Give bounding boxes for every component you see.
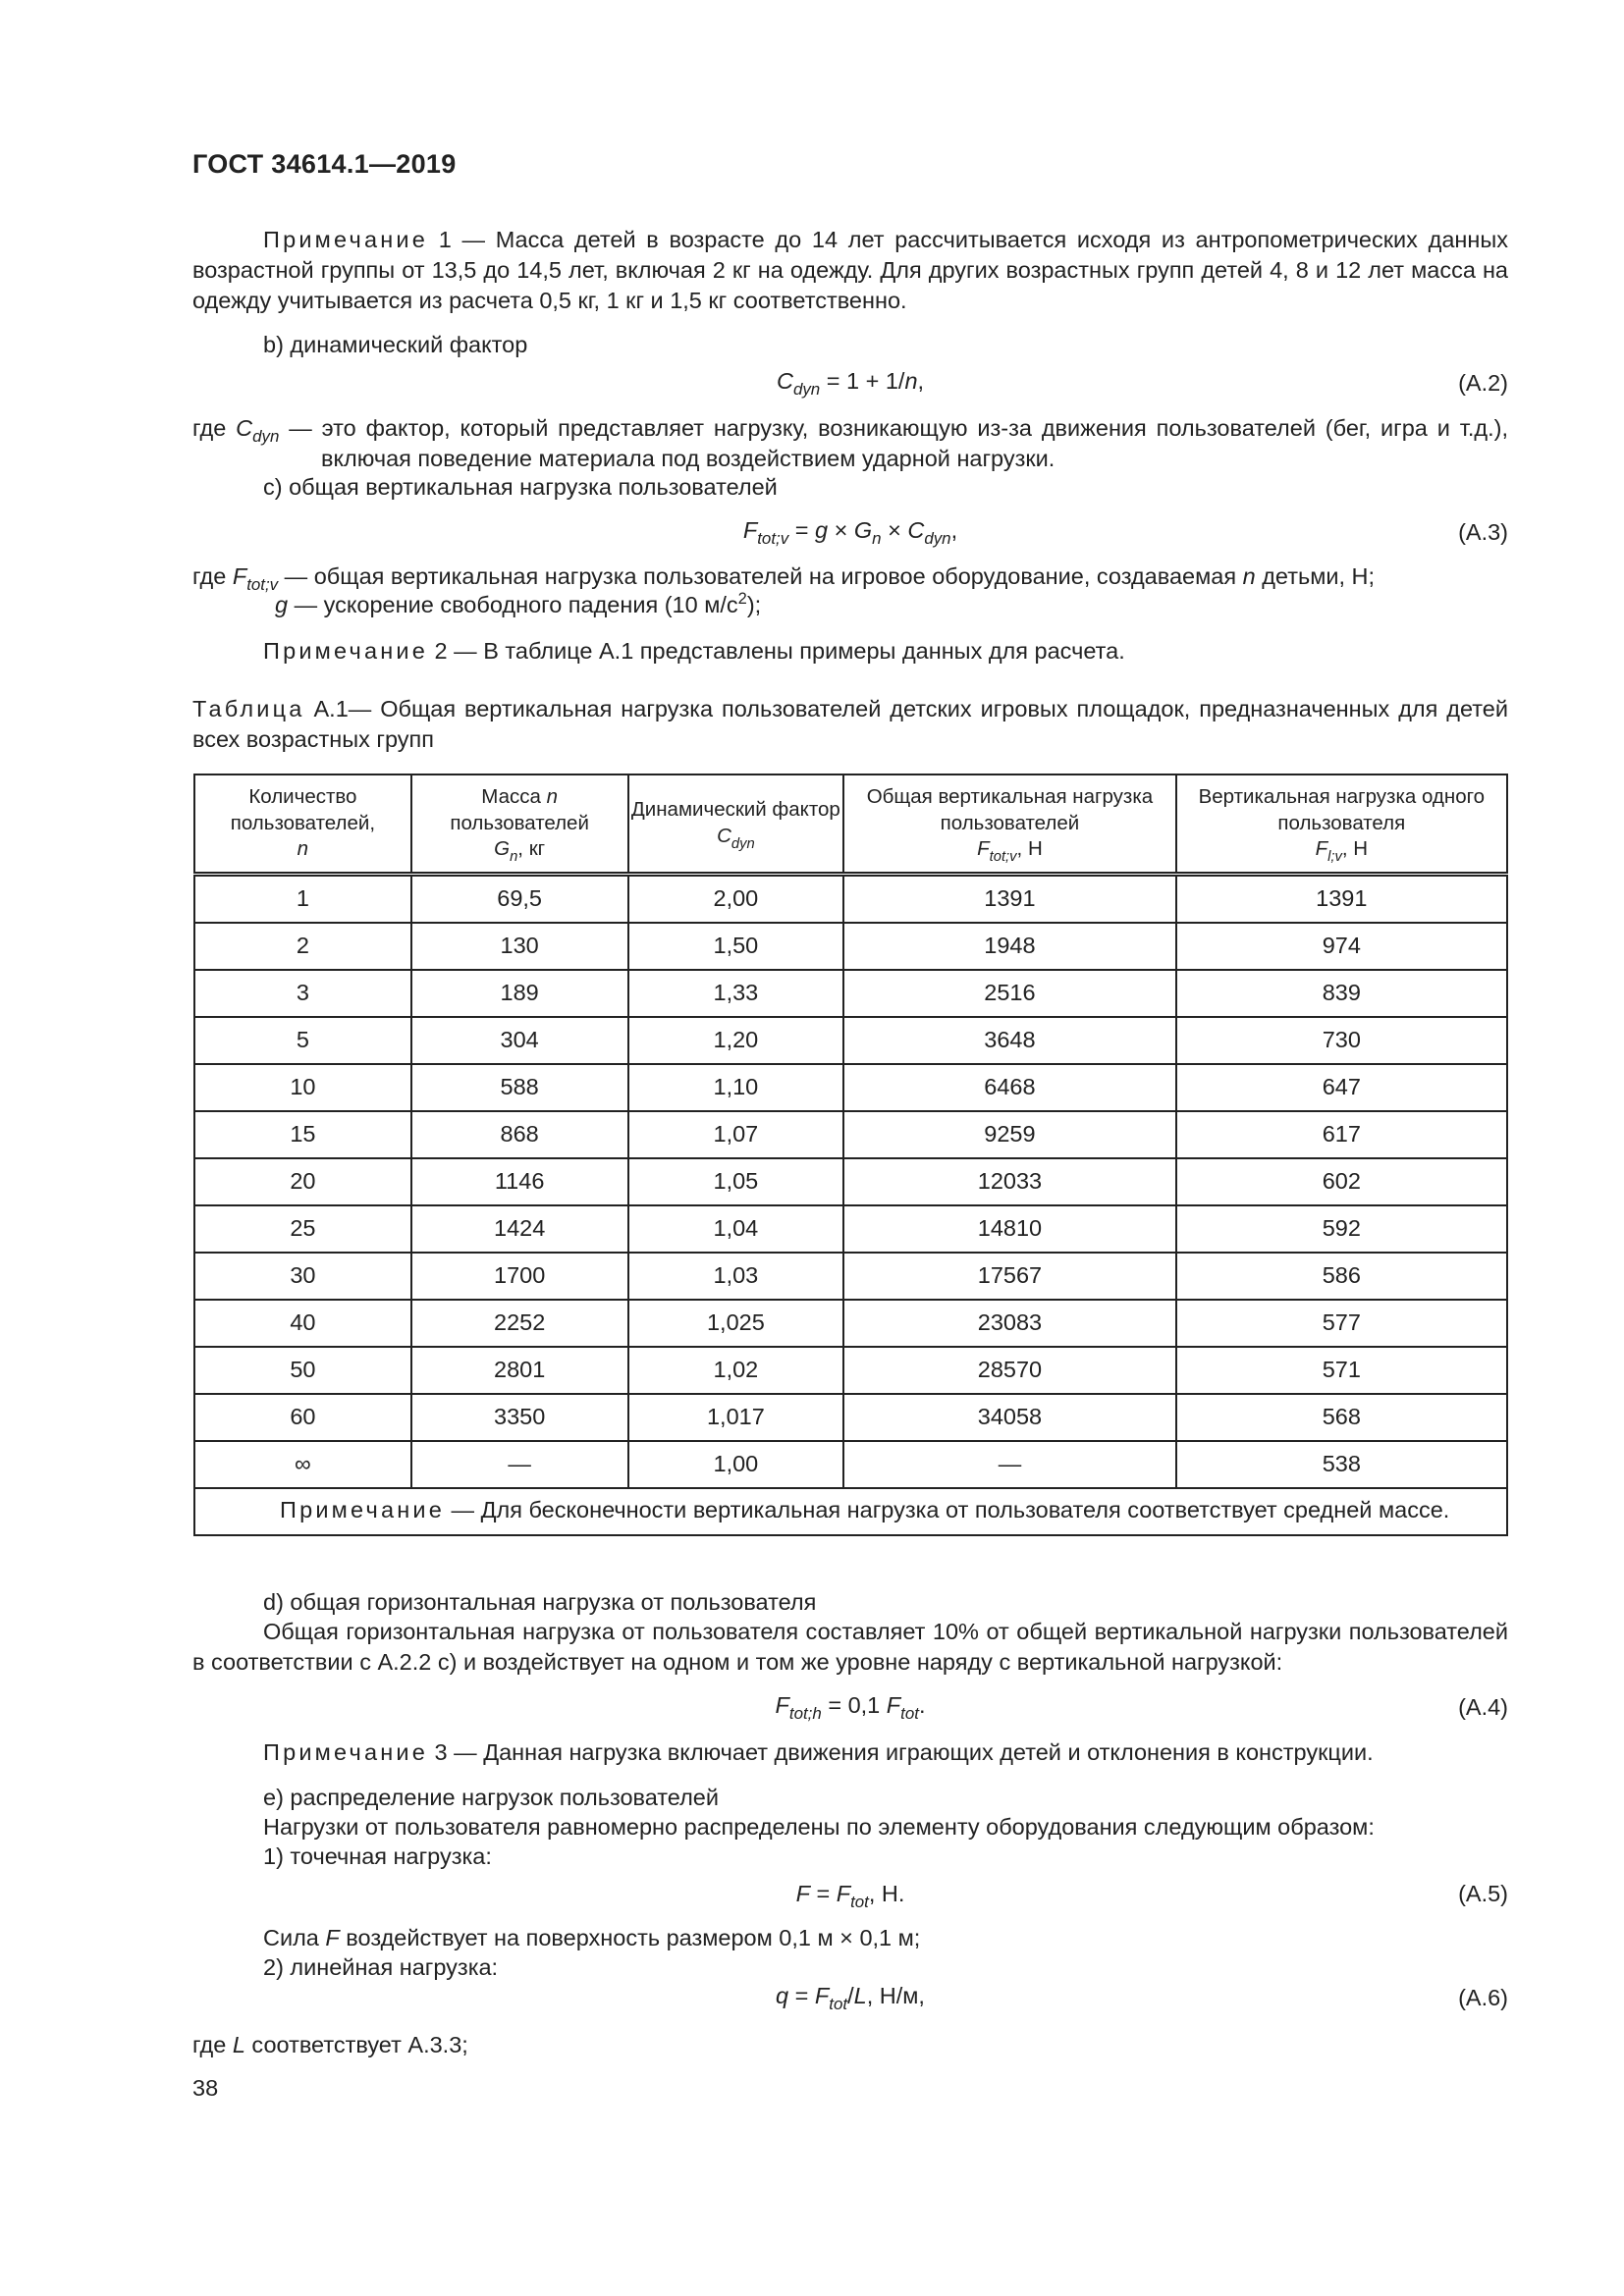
table-row: ∞ — 1,00 — 538 xyxy=(194,1441,1507,1488)
where-g-sup: 2 xyxy=(737,590,747,608)
where-g-text: — ускорение свободного падения (10 м/с xyxy=(288,592,738,617)
where-l: где L соответствует А.3.3; xyxy=(192,2032,468,2057)
where-g-symbol: g xyxy=(275,592,289,617)
table-row: 1 69,5 2,00 1391 1391 xyxy=(194,875,1507,924)
formula-a6: $q = F_{tot}/L$, Н/м, xyxy=(776,1983,925,2013)
note-1 xyxy=(192,225,1508,316)
section-e-heading: е) распределение нагрузок пользователей xyxy=(263,1785,719,1810)
force-surface-text: Сила F воздействует на поверхность размером 0,1 м × 0,1 м; xyxy=(263,1925,921,1950)
formula-a3: $F_{tot;v} = g \times G_n \times C_{dyn}$, xyxy=(742,517,958,548)
where-g-tail: ); xyxy=(746,592,762,617)
note-3-text: 3 — Данная нагрузка включает движения играющих детей и отклонения в конструкции. xyxy=(428,1739,1374,1765)
col-header-mass: Масса n пользователей $G_n$, кг xyxy=(411,774,628,875)
point-load-item: 1) точечная нагрузка: xyxy=(263,1843,492,1869)
formula-a2-number: (А.2) xyxy=(1458,370,1508,396)
table-caption-text: А.1— Общая вертикальная нагрузка пользователей детских игровых площадок, предназначенных для детей всех возрастных групп xyxy=(192,696,1508,753)
table-row: 40 2252 1,025 23083 577 xyxy=(194,1300,1507,1347)
page-number: 38 xyxy=(192,2075,219,2101)
section-c-heading: с) общая вертикальная нагрузка пользователей xyxy=(263,474,778,500)
formula-a3-number: (А.3) xyxy=(1458,519,1508,545)
table-row: 50 2801 1,02 28570 571 xyxy=(194,1347,1507,1394)
where-g xyxy=(275,590,761,620)
table-note xyxy=(194,1488,1507,1535)
formula-a5: $F = F_{tot}$, Н. xyxy=(795,1881,905,1911)
col-header-dynamic: Динамический фактор $C_{dyn}$ xyxy=(628,774,844,875)
where-ftot-tail: детьми, Н; xyxy=(1255,563,1376,589)
table-row: 2 130 1,50 1948 974 xyxy=(194,923,1507,970)
col-header-total-vertical: Общая вертикальная нагрузка пользователей $F_{tot;v}$, Н xyxy=(843,774,1175,875)
table-caption-label: Таблица xyxy=(192,696,305,721)
col-header-users: Количество пользователей, n xyxy=(194,774,411,875)
table-row: 30 1700 1,03 17567 586 xyxy=(194,1253,1507,1300)
formula-a4-number: (А.4) xyxy=(1458,1694,1508,1720)
where-ftot-n: n xyxy=(1242,563,1256,589)
table-row: 60 3350 1,017 34058 568 xyxy=(194,1394,1507,1441)
where-cdyn: где $C_{dyn}$ — это фактор, который представляет нагрузку, возникающую из-за движения пользователей (бег, игра и т.д.), включая поведение материала под воздействием ударной нагрузки. xyxy=(192,415,1508,472)
formula-a2: $C_{dyn} = 1 + 1/n$, xyxy=(776,368,925,399)
table-row: 3 189 1,33 2516 839 xyxy=(194,970,1507,1017)
note-2 xyxy=(192,636,1508,667)
formula-a6-number: (А.6) xyxy=(1458,1985,1508,2010)
where-prefix: где xyxy=(192,415,237,441)
table-note-row xyxy=(194,1488,1507,1535)
table-note-text: — Для бесконечности вертикальная нагрузка от пользователя соответствует средней массе. xyxy=(445,1497,1450,1522)
formula-a4: $F_{tot;h} = 0,1$ $F_{tot}$. xyxy=(775,1692,926,1723)
table-caption xyxy=(192,694,1508,755)
table-row: 15 868 1,07 9259 617 xyxy=(194,1111,1507,1158)
note-1-text: 1 — Масса детей в возрасте до 14 лет рассчитывается исходя из антропометрических данных возрастной группы от 13,5 до 14,5 лет, включая 2 кг на одежду. Для других возрастных групп детей 4, 8 и 12 лет масса на одежду учитывается из расчета 0,5 кг, 1 кг и 1,5 кг соответственно. xyxy=(192,227,1508,314)
table-row: 5 304 1,20 3648 730 xyxy=(194,1017,1507,1064)
note-2-label: Примечание xyxy=(263,638,429,664)
section-d-text: Общая горизонтальная нагрузка от пользователя составляет 10% от общей вертикальной нагрузки пользователей в соответствии с А.2.2 с) и воздействует на одном и том же уровне наряду с вертикальной нагрузкой: xyxy=(192,1619,1508,1676)
line-load-item: 2) линейная нагрузка: xyxy=(263,1954,499,1980)
note-3 xyxy=(192,1737,1508,1768)
table-row: 25 1424 1,04 14810 592 xyxy=(194,1205,1507,1253)
where-prefix: где xyxy=(192,563,233,589)
table-note-label: Примечание xyxy=(280,1497,446,1522)
section-e-text: Нагрузки от пользователя равномерно распределены по элементу оборудования следующим образом: xyxy=(263,1814,1375,1840)
note-3-label: Примечание xyxy=(263,1739,429,1765)
where-ftot: где $F_{tot;v}$ — общая вертикальная нагрузка пользователей на игровое оборудование, создаваемая n детьми, Н; xyxy=(192,563,1376,594)
where-ftot-text: — общая вертикальная нагрузка пользователей на игровое оборудование, создаваемая xyxy=(278,563,1243,589)
col-header-single-vertical: Вертикальная нагрузка одного пользователя $F_{l;v}$, Н xyxy=(1176,774,1507,875)
note-1-label: Примечание xyxy=(263,227,429,252)
section-b-heading: b) динамический фактор xyxy=(263,332,528,357)
formula-a5-number: (А.5) xyxy=(1458,1881,1508,1906)
section-d-heading: d) общая горизонтальная нагрузка от пользователя xyxy=(263,1589,817,1615)
note-2-text: 2 — В таблице А.1 представлены примеры данных для расчета. xyxy=(428,638,1125,664)
where-cdyn-text: — это фактор, который представляет нагрузку, возникающую из-за движения пользователей (бег, игра и т.д.), включая поведение материала под воздействием ударной нагрузки. xyxy=(279,415,1508,472)
table-row: 10 588 1,10 6468 647 xyxy=(194,1064,1507,1111)
document-header: ГОСТ 34614.1—2019 xyxy=(192,149,457,179)
table-row: 20 1146 1,05 12033 602 xyxy=(194,1158,1507,1205)
load-table xyxy=(193,774,1508,1536)
